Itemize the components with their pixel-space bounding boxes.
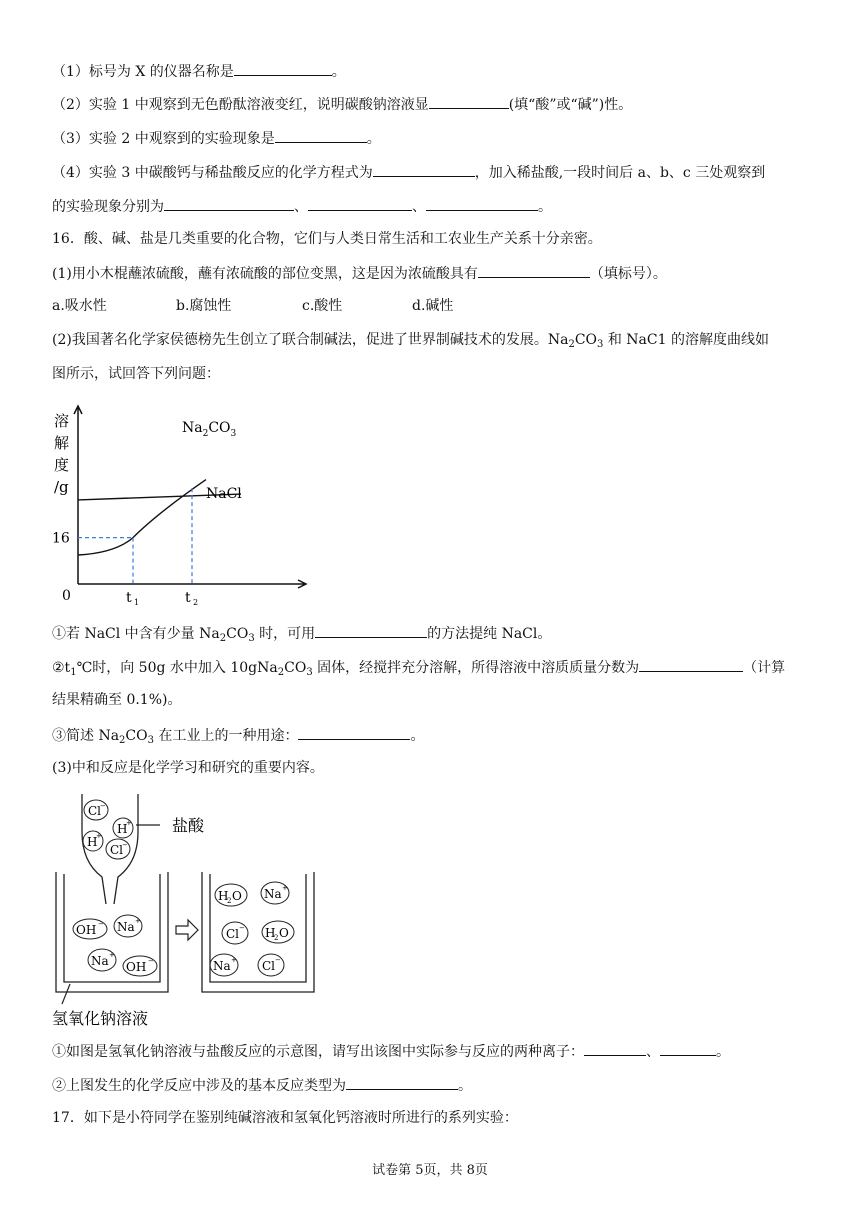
ion-cl-1	[84, 800, 108, 820]
ion-oh-1	[73, 919, 107, 939]
ion-na-2	[88, 949, 116, 971]
q16-sub3: ③简述 $Na_2CO_3$ 在工业上的一种用途： 。	[52, 724, 424, 746]
x-tick-label: t	[126, 590, 132, 606]
svg-text:−: −	[275, 956, 281, 964]
q16-sub1: ①若 NaCl 中含有少量 $Na_2CO_3$ 时，可用 的方法提纯 NaCl。	[52, 622, 551, 644]
q16-part2-cont: 图所示，试回答下列问题：	[52, 366, 220, 382]
answer-blank[interactable]	[429, 93, 509, 109]
option-a: a.吸水性	[52, 298, 107, 314]
q15-part4-cont: 的实验现象分别为 、 、 。	[52, 195, 552, 217]
svg-text:OH: OH	[76, 923, 97, 937]
answer-blank[interactable]	[373, 161, 475, 177]
ion-na-3	[261, 882, 289, 904]
answer-blank[interactable]	[478, 262, 590, 278]
svg-text:Na: Na	[264, 887, 282, 901]
q16-intro: 16．酸、碱、盐是几类重要的化合物，它们与人类日常生活和工农业生产关系十分亲密。	[52, 231, 602, 247]
svg-text:H: H	[117, 822, 128, 836]
svg-text:+: +	[126, 819, 132, 827]
acid-label: 盐酸	[172, 816, 205, 835]
svg-text:H: H	[265, 926, 276, 940]
q16-part2: (2)我国著名化学家侯德榜先生创立了联合制碱法，促进了世界制碱技术的发展。$Na_2CO_3$ 和 NaC1 的溶解度曲线如	[52, 332, 769, 350]
svg-text:Na: Na	[213, 959, 231, 973]
y-axis-label: 溶	[54, 412, 70, 430]
svg-text:Cl: Cl	[226, 927, 240, 941]
answer-blank[interactable]	[426, 195, 538, 211]
answer-blank[interactable]	[308, 195, 412, 211]
q15-part4: （4）实验 3 中碳酸钙与稀盐酸反应的化学方程式为 ，加入稀盐酸,一段时间后 a、b、c 三处观察到	[52, 161, 765, 183]
water-molecule-2	[262, 921, 294, 943]
answer-blank[interactable]	[298, 724, 410, 740]
q15-part1: （1）标号为 X 的仪器名称是 。	[52, 60, 346, 82]
arrow-right-icon	[176, 920, 198, 940]
svg-text:−: −	[122, 841, 128, 849]
y-axis-label: 度	[54, 456, 70, 474]
option-c: c.酸性	[302, 298, 343, 314]
svg-text:O: O	[232, 889, 242, 903]
answer-blank[interactable]	[234, 60, 332, 76]
svg-text:O: O	[279, 926, 289, 940]
svg-text:Cl: Cl	[110, 843, 124, 857]
answer-blank[interactable]	[315, 622, 427, 638]
answer-blank[interactable]	[346, 1074, 458, 1090]
answer-blank[interactable]	[584, 1040, 646, 1056]
origin-label: 0	[62, 588, 71, 604]
q16-part1: (1)用小木棍蘸浓硫酸，蘸有浓硫酸的部位变黑，这是因为浓硫酸具有 （填标号）。	[52, 262, 667, 284]
svg-text:OH: OH	[126, 960, 147, 974]
svg-text:Na: Na	[91, 954, 109, 968]
svg-text:−: −	[100, 802, 106, 810]
q16-sub5: ②上图发生的化学反应中涉及的基本反应类型为 。	[52, 1074, 472, 1096]
ion-oh-2	[123, 956, 157, 976]
ion-cl-4	[258, 954, 284, 976]
svg-text:+: +	[231, 956, 237, 964]
series-na2co3-line	[78, 480, 206, 555]
answer-blank[interactable]	[164, 195, 294, 211]
svg-text:−: −	[98, 920, 104, 928]
answer-blank[interactable]	[660, 1040, 716, 1056]
svg-text:2: 2	[274, 934, 279, 942]
svg-text:Cl: Cl	[88, 804, 102, 818]
series-label-na2co3: $Na_2CO_3$	[182, 420, 237, 439]
svg-text:2: 2	[227, 897, 232, 905]
label-pointer	[62, 984, 70, 1004]
svg-text:H: H	[87, 835, 98, 849]
answer-blank[interactable]	[275, 127, 367, 143]
ion-cl-3	[222, 922, 248, 944]
ion-na-1	[114, 915, 142, 937]
q16-part3: (3)中和反应是化学学习和研究的重要内容。	[52, 760, 324, 776]
svg-text:−: −	[239, 924, 245, 932]
ion-h-2	[83, 831, 103, 851]
q16-sub2: $②t_1℃$时，向 50g 水中加入 $10gNa_2CO_3$ 固体，经搅拌充分溶解，所得溶液中溶质质量分数为 （计算	[52, 656, 785, 678]
y-axis	[74, 406, 82, 584]
svg-text:+: +	[96, 832, 102, 840]
ion-na-4	[210, 954, 238, 976]
option-b: b.腐蚀性	[176, 298, 232, 314]
q16-options	[52, 296, 453, 316]
solubility-chart	[48, 400, 318, 610]
svg-text:+: +	[135, 917, 141, 925]
neutralization-diagram	[52, 792, 322, 1030]
svg-text:H: H	[218, 889, 229, 903]
water-molecule-1	[215, 884, 247, 906]
ion-h-1	[113, 818, 133, 838]
answer-blank[interactable]	[639, 656, 743, 672]
y-axis-label: 解	[54, 434, 70, 452]
q16-sub2-cont: 结果精确至 0.1%)。	[52, 692, 182, 708]
option-d: d.碱性	[412, 298, 454, 314]
q16-sub4: ①如图是氢氧化钠溶液与盐酸反应的示意图，请写出该图中实际参与反应的两种离子： 、 。	[52, 1040, 730, 1062]
svg-text:+: +	[282, 884, 288, 892]
x-tick-label: t	[185, 590, 191, 606]
svg-text:−: −	[148, 957, 154, 965]
q15-part2: （2）实验 1 中观察到无色酚酞溶液变红，说明碳酸钠溶液显 (填“酸”或“碱”)性。	[52, 93, 632, 115]
base-label: 氢氧化钠溶液	[52, 1009, 149, 1028]
y-tick-label: 16	[52, 530, 70, 547]
page-footer: 试卷第 5页，共 8页	[372, 1163, 488, 1178]
series-label-nacl: NaCl	[206, 486, 242, 502]
svg-text:+: +	[109, 951, 115, 959]
x-tick-label-sub: 2	[193, 598, 199, 607]
q15-part3: （3）实验 2 中观察到的实验现象是 。	[52, 127, 381, 149]
ion-cl-2	[106, 839, 130, 859]
q17-intro: 17．如下是小符同学在鉴别纯碱溶液和氢氧化钙溶液时所进行的系列实验：	[52, 1110, 518, 1126]
svg-text:Na: Na	[117, 920, 135, 934]
x-tick-label-sub: 1	[134, 598, 140, 607]
svg-text:Cl: Cl	[262, 959, 276, 973]
y-axis-label: /g	[54, 478, 69, 496]
